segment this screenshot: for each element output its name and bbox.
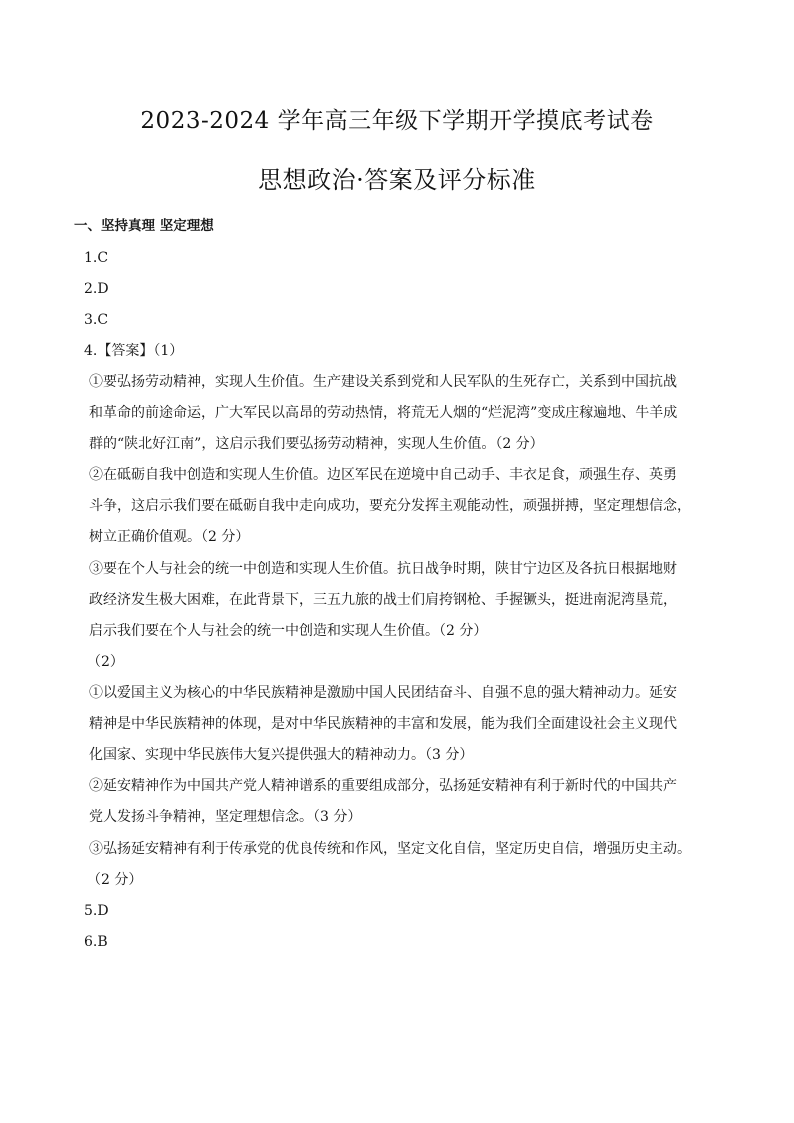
text-line: ①要弘扬劳动精神，实现人生价值。生产建设关系到党和人民军队的生死存亡，关系到中国抗战 xyxy=(89,374,677,390)
answer-line: 2.D xyxy=(84,281,109,297)
text-line: （2 分） xyxy=(87,872,143,888)
text-line: ②延安精神作为中国共产党人精神谱系的重要组成部分，弘扬延安精神有利于新时代的中国共产 xyxy=(89,778,677,794)
text-line: ③弘扬延安精神有利于传承党的优良传统和作风，坚定文化自信，坚定历史自信，增强历史主动。 xyxy=(89,841,691,857)
text-line: 群的“陕北好江南”，这启示我们要弘扬劳动精神，实现人生价值。（2 分） xyxy=(89,436,544,452)
text-line: 化国家、实现中华民族伟大复兴提供强大的精神动力。（3 分） xyxy=(89,747,474,763)
text-line: 斗争，这启示我们要在砥砺自我中走向成功，要充分发挥主观能动性，顽强拼搏，坚定理想信念， xyxy=(89,498,691,514)
exam-title: 2023-2024 学年高三年级下学期开学摸底考试卷 xyxy=(140,108,654,134)
answer-line: 5.D xyxy=(84,903,109,919)
text-line: ①以爱国主义为核心的中华民族精神是激励中国人民团结奋斗、自强不息的强大精神动力。延安 xyxy=(89,685,677,701)
answer-line: 4.【答案】（1） xyxy=(84,343,184,359)
text-line: ③要在个人与社会的统一中创造和实现人生价值。抗日战争时期，陕甘宁边区及各抗日根据地财 xyxy=(89,561,677,577)
text-line: 树立正确价值观。（2 分） xyxy=(89,529,250,545)
answer-line: 6.B xyxy=(84,934,108,950)
text-line: （2） xyxy=(87,654,124,670)
answer-line: 1.C xyxy=(84,250,109,266)
answer-line: 3.C xyxy=(84,312,109,328)
exam-subtitle: 思想政治·答案及评分标准 xyxy=(258,166,536,194)
text-line: 精神是中华民族精神的体现，是对中华民族精神的丰富和发展，能为我们全面建设社会主义现代 xyxy=(89,716,677,732)
text-line: ②在砥砺自我中创造和实现人生价值。边区军民在逆境中自己动手、丰衣足食，顽强生存、英勇 xyxy=(89,467,677,483)
text-line: 党人发扬斗争精神，坚定理想信念。（3 分） xyxy=(89,809,362,825)
text-line: 启示我们要在个人与社会的统一中创造和实现人生价值。（2 分） xyxy=(89,623,488,639)
text-line: 政经济发生极大困难，在此背景下，三五九旅的战士们肩挎钢枪、手握镢头，挺进南泥湾垦荒， xyxy=(89,592,677,608)
section-heading: 一、坚持真理 坚定理想 xyxy=(74,218,214,234)
text-line: 和革命的前途命运，广大军民以高昂的劳动热情，将荒无人烟的“烂泥湾”变成庄稼遍地、牛羊成 xyxy=(89,405,678,421)
